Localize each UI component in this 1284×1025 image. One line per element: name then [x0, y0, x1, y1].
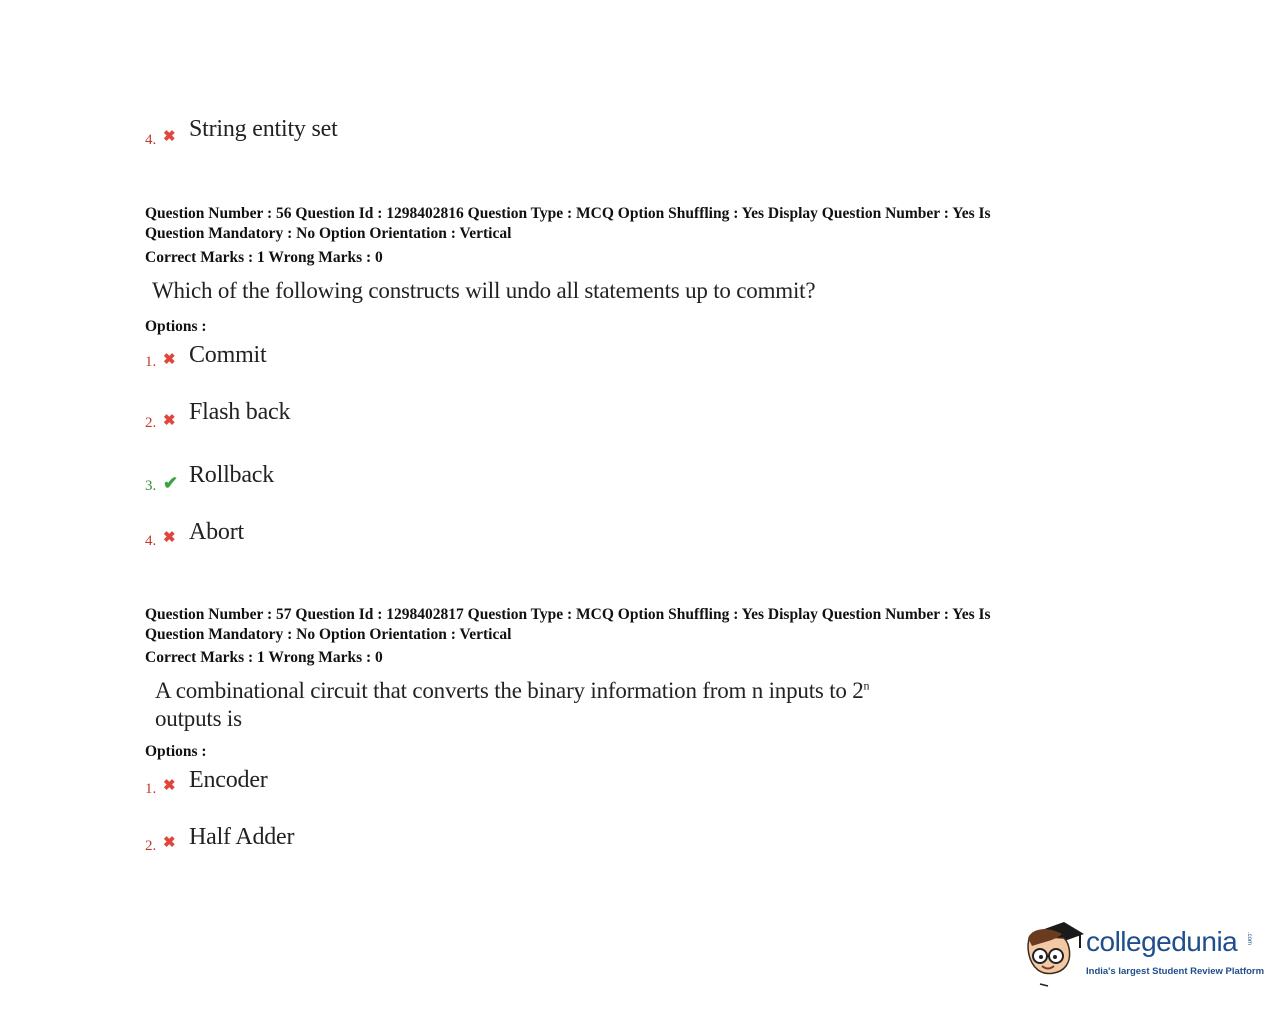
question-marks: Correct Marks : 1 Wrong Marks : 0 [145, 249, 383, 266]
option-number: 3. [145, 478, 157, 494]
cross-icon: ✖ [163, 352, 176, 368]
option-text: Flash back [189, 399, 291, 425]
cross-icon: ✖ [163, 778, 176, 794]
option-text: Commit [189, 342, 267, 368]
cross-icon: ✖ [163, 835, 176, 851]
cross-icon: ✖ [163, 413, 176, 429]
option-number: 1. [145, 781, 157, 797]
check-icon: ✔ [163, 473, 179, 493]
question-meta-line1: Question Number : 56 Question Id : 1298402816 Question Type : MCQ Option Shuffling : Yes Display Question Number : Yes Is [145, 205, 991, 222]
question-text-line2: outputs is [155, 706, 242, 731]
option-text: Encoder [189, 767, 268, 793]
mascot-icon [1022, 918, 1084, 988]
question-text-line1: A combinational circuit that converts the binary information from n inputs to 2 [155, 678, 864, 703]
option-number: 1. [145, 354, 157, 370]
question-text [155, 678, 869, 704]
option-text: Half Adder [189, 824, 295, 850]
cross-icon: ✖ [163, 129, 176, 145]
collegedunia-logo [1022, 918, 1265, 990]
logo-tagline: India's largest Student Review Platform [1086, 966, 1265, 977]
question-superscript: n [863, 678, 870, 693]
options-label: Options : [145, 318, 207, 335]
option-text: Rollback [189, 462, 275, 488]
option-number: 4. [145, 132, 157, 148]
option-text: String entity set [189, 116, 338, 142]
option-number: 2. [145, 838, 157, 854]
question-meta-line1: Question Number : 57 Question Id : 1298402817 Question Type : MCQ Option Shuffling : Yes Display Question Number : Yes Is [145, 606, 991, 623]
options-label: Options : [145, 743, 207, 760]
question-text: Which of the following constructs will undo all statements up to commit? [152, 278, 816, 303]
question-meta-line2: Question Mandatory : No Option Orientation : Vertical [145, 626, 512, 643]
option-number: 4. [145, 533, 157, 549]
option-text: Abort [189, 519, 244, 545]
option-number: 2. [145, 415, 157, 431]
logo-wordmark: collegedunia [1086, 926, 1238, 957]
logo-suffix: .com [1246, 932, 1252, 946]
question-marks: Correct Marks : 1 Wrong Marks : 0 [145, 649, 383, 666]
question-meta-line2: Question Mandatory : No Option Orientation : Vertical [145, 225, 512, 242]
cross-icon: ✖ [163, 530, 176, 546]
